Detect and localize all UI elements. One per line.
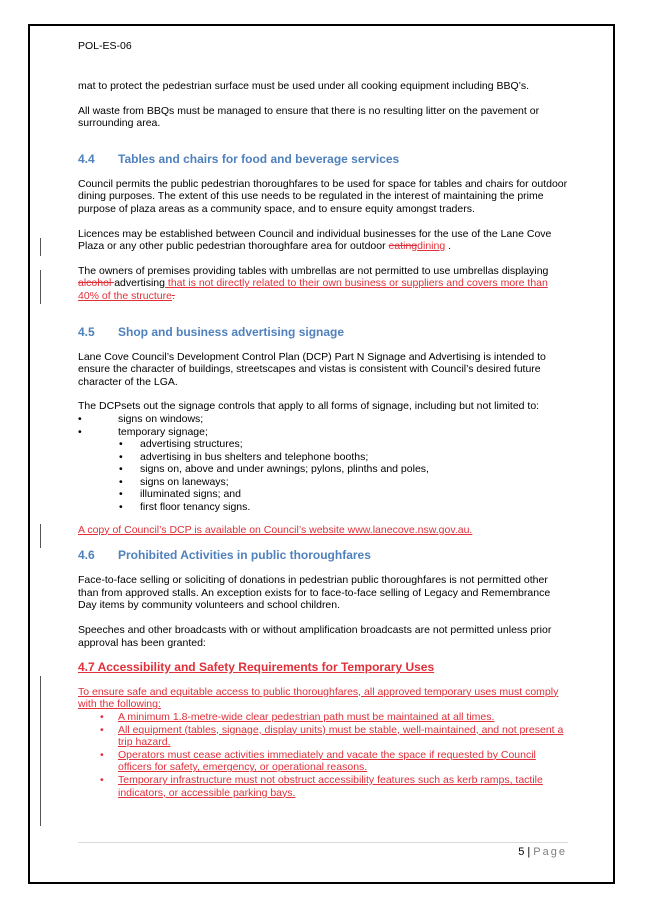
paragraph [78,228,568,253]
list-item: • All equipment (tables, signage, display units) must be stable, well-maintained, and not present a trip hazard. [78,724,568,749]
section-heading [78,152,568,166]
temporary-signage-list [78,438,568,514]
paragraph-text: advertising [114,277,165,290]
paragraph: Face-to-face selling or soliciting of donations in pedestrian public thoroughfares is not permitted other than from approved stalls. An exception exists for to face-to-face selling of Legacy and Remembrance Day items by community volunteers and school children. [78,574,551,612]
change-bar [40,676,41,826]
section-number: 4.6 [78,548,95,563]
section-heading-4-7: 4.7 Accessibility and Safety Requirements for Temporary Uses [78,660,435,675]
list-item: • advertising structures; [78,438,568,451]
list-item: • temporary signage; [78,426,568,439]
change-bar [40,238,41,256]
inserted-text: that is not directly related to their own business or suppliers and covers more than 40% of the structure [78,277,548,302]
signage-list [78,413,568,438]
list-item: • signs on windows; [78,413,568,426]
paragraph: mat to protect the pedestrian surface must be used under all cooking equipment including BBQ’s. [78,80,529,92]
page-number: 5 [518,846,525,858]
section-number: 4.5 [78,324,95,339]
page-label: Page [533,846,567,858]
page-footer [518,846,567,858]
paragraph: Council permits the public pedestrian thoroughfares to be used for space for tables and chairs for outdoor dining purposes. The extent of this use needs to be regulated in the interest of maintaining the prime purpose of plaza areas as a community space, and to ensure equity amongst traders. [78,177,568,215]
document-code: POL-ES-06 [78,40,132,52]
paragraph-text: Licences may be established between Council and individual businesses for the use of the Lane Cove Plaza or any other public pedestrian thoroughfare area for outdoor [78,227,552,253]
paragraph: Lane Cove Council’s Development Control Plan (DCP) Part N Signage and Advertising is intended to ensure the character of buildings, streetscapes and vistas is consistent with Council’s desired future character of the LGA. [78,350,546,388]
deleted-text: alcohol [78,277,115,290]
section-number: 4.4 [78,151,95,166]
list-item: • advertising in bus shelters and telephone booths; [78,451,568,464]
list-item: • Temporary infrastructure must not obstruct accessibility features such as kerb ramps, tactile indicators, or accessible parking bays. [78,774,568,799]
section-title: Prohibited Activities in public thoroughfares [118,548,371,563]
list-item: • signs on laneways; [78,476,568,489]
paragraph: Speeches and other broadcasts with or without amplification broadcasts are not permitted unless prior approval has been granted: [78,624,552,649]
paragraph: The DCPsets out the signage controls that apply to all forms of signage, including but not limited to: [78,400,540,413]
section-heading [78,548,568,562]
list-item: • Operators must cease activities immediately and vacate the space if requested by Council officers for safety, emergency, or operational reasons. [78,749,568,774]
paragraph-text: . [445,240,452,253]
list-item: • illuminated signs; and [78,488,568,501]
inserted-text: dining [417,240,446,253]
footer-separator: | [527,846,531,858]
list-item: • signs on, above and under awnings; pylons, plinths and poles, [78,463,568,476]
list-item: • first floor tenancy signs. [78,501,568,514]
section-title: Tables and chairs for food and beverage services [118,151,400,166]
section-title: Shop and business advertising signage [118,324,345,339]
paragraph: All waste from BBQs must be managed to ensure that there is no resulting litter on the pavement or surrounding area. [78,104,540,130]
change-bar [40,270,41,304]
section-heading [78,325,568,339]
change-bar [40,524,41,548]
paragraph: To ensure safe and equitable access to public thoroughfares, all approved temporary uses must comply with the following: [78,685,559,711]
paragraph-text: The owners of premises providing tables with umbrellas are not permitted to use umbrellas displaying [78,264,549,277]
footer-divider [78,842,568,843]
dcp-website-note: A copy of Council’s DCP is available on Council’s website www.lanecove.nsw.gov.au. [78,523,473,536]
deleted-text: eating [388,240,418,253]
accessibility-requirements-list [78,711,568,799]
deleted-text: . [171,289,175,302]
paragraph [78,265,568,303]
list-item: • A minimum 1.8-metre-wide clear pedestrian path must be maintained at all times. [78,711,568,724]
page-content [78,80,568,799]
